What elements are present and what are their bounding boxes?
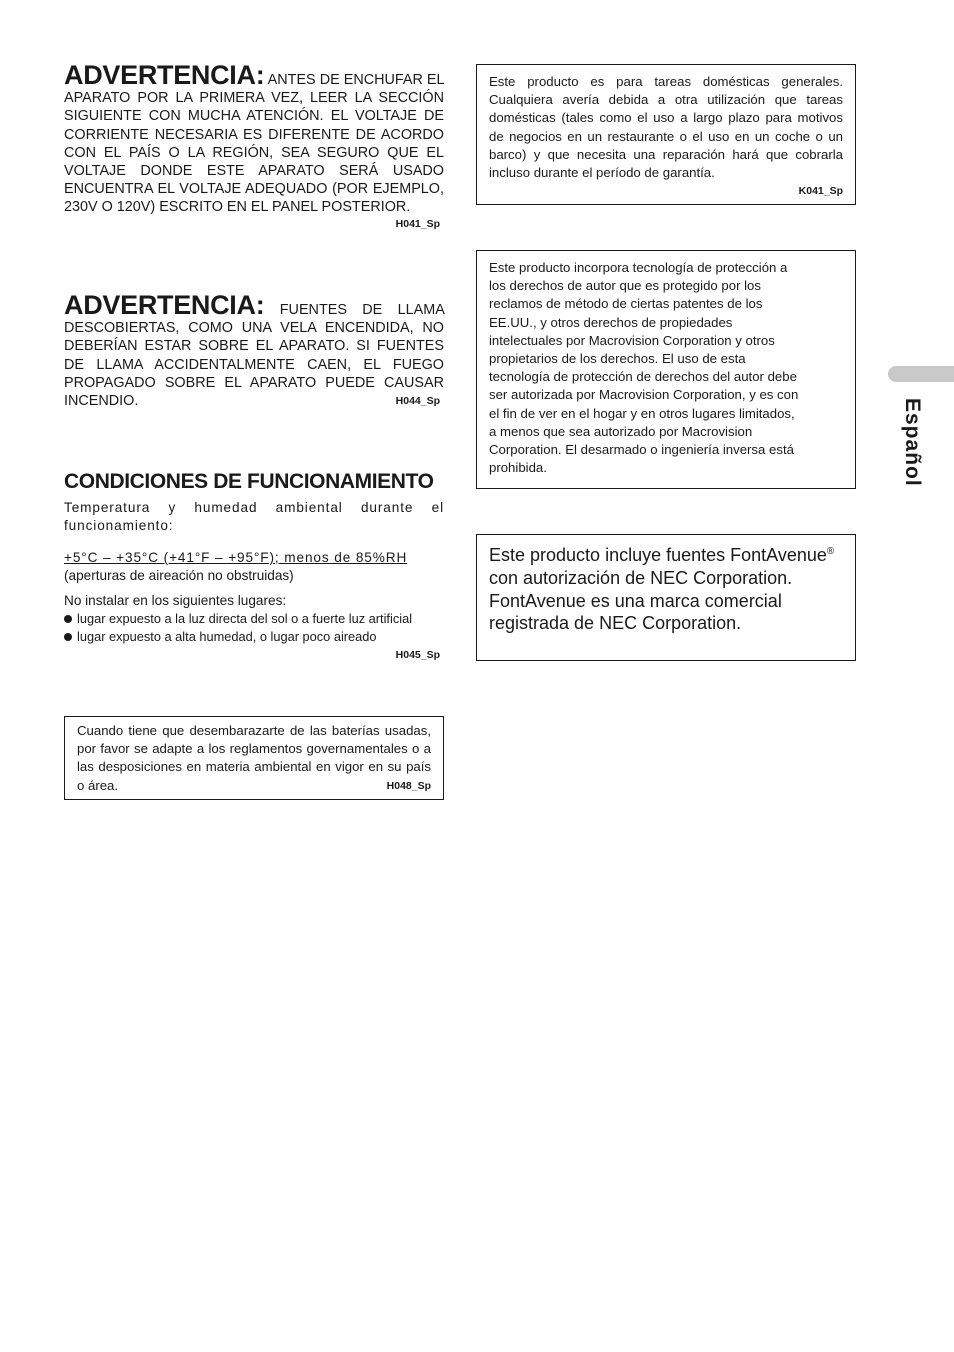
conditions-range: +5°C – +35°C (+41°F – +95°F); menos de 85%RH [64, 550, 408, 565]
ref-code: H045_Sp [395, 649, 440, 661]
macrovision-line: prohibida. [489, 460, 547, 476]
warning-flame [64, 292, 444, 408]
macrovision-line: tecnología de protección de derechos del autor debe [489, 369, 797, 385]
macrovision-line: a menos que sea autorizado por Macrovision [489, 423, 753, 439]
warning-title: ADVERTENCIA: [64, 60, 265, 90]
domestic-text: Este producto es para tareas domésticas generales. Cualquiera avería debida a otra utilización que tareas domésticas (tales como el uso a largo plazo para motivos de negocios en un restaurante o el uso en un coche o un barco) y que necesita una reparación hará que cobrarla incluso durante el período de garantía. [489, 74, 843, 181]
fontavenue-text-a: Este producto incluye fuentes FontAvenue [489, 545, 827, 565]
macrovision-line: Este producto incorpora tecnología de protección a [489, 260, 788, 275]
warning-title: ADVERTENCIA: [64, 290, 265, 320]
macrovision-line: propietarios de los derechos. El uso de esta [489, 351, 746, 367]
macrovision-line: ser autorizada por Macrovision Corporation, y es con [489, 387, 799, 403]
language-tab [888, 366, 954, 382]
conditions-intro: Temperatura y humedad ambiental durante el funcionamiento: [64, 500, 444, 533]
warning-flame-text [64, 292, 444, 410]
warning-voltage-text [64, 62, 444, 217]
batteries-text: Cuando tiene que desembarazarte de las baterías usadas, por favor se adapte a los reglamentos governamentales o a las desposiciones en materia ambiental en vigor en su país o área. [77, 723, 431, 793]
macrovision-line: el fin de ver en el hogar y en otros lugares limitados, [489, 405, 795, 421]
list-item: lugar expuesto a la luz directa del sol o a fuerte luz artificial [64, 610, 444, 628]
batteries-notice [64, 716, 444, 800]
operating-conditions [64, 469, 444, 662]
fontavenue-notice [476, 534, 856, 661]
ref-code: H041_Sp [395, 217, 440, 230]
bullet-icon [64, 615, 72, 623]
list-item: lugar expuesto a alta humedad, o lugar poco aireado [64, 628, 444, 646]
conditions-bullet-list [64, 610, 444, 646]
registered-mark: ® [826, 546, 835, 557]
conditions-not-install: No instalar en los siguientes lugares: [64, 593, 287, 608]
domestic-use-notice [476, 64, 856, 205]
fontavenue-text-b: con autorización de NEC Corporation. FontAvenue es una marca comercial registrada de NEC Corporation. [489, 567, 793, 634]
section-title: CONDICIONES DE FUNCIONAMIENTO [64, 470, 434, 493]
macrovision-line: reclamos de método de ciertas patentes de los [489, 296, 763, 312]
ref-code: K041_Sp [798, 185, 843, 198]
macrovision-line: EE.UU., y otros derechos de propiedades [489, 314, 733, 330]
copyright-protection-notice [476, 250, 856, 489]
warning-flame-rest: DESCOBIERTAS, COMO UNA VELA ENCENDIDA, NO DEBERÍAN ESTAR SOBRE EL APARATO. SI FUENTES DE LLAMA ACCIDENTALMENTE CAEN, EL FUEGO PROPAGADO SOBRE EL APARATO PUEDE CAUSAR INCENDIO. [64, 320, 444, 410]
conditions-range-note: (aperturas de aireación no obstruidas) [64, 568, 294, 583]
bullet-icon [64, 633, 72, 641]
macrovision-line: intelectuales por Macrovision Corporation y otros [489, 332, 775, 348]
macrovision-line: los derechos de autor que es protegido por los [489, 278, 761, 294]
warning-voltage-rest: APARATO POR LA PRIMERA VEZ, LEER LA SECCIÓN SIGUIENTE CON MUCHA ATENCIÓN. EL VOLTAJE DE CORRIENTE NECESARIA ES DIFERENTE DE ACORDO CON EL PAÍS O LA REGIÓN, SEA SEGURO QUE EL VOLTAJE DONDE ESTE APARATO SERÁ USADO ENCUENTRA EL VOLTAJE ADEQUADO (POR EJEMPLO, 230V O 120V) ESCRITO EN EL PANEL POSTERIOR. [64, 90, 444, 216]
warning-flame-first: FUENTES DE LLAMA [279, 302, 445, 318]
ref-code: H048_Sp [386, 780, 431, 792]
macrovision-line: Corporation. El desarmado o ingeniería inversa está [489, 442, 794, 458]
warning-voltage [64, 62, 444, 231]
language-label: Español [901, 398, 924, 487]
warning-voltage-first: ANTES DE ENCHUFAR EL [267, 72, 444, 88]
ref-code: H044_Sp [395, 395, 440, 408]
